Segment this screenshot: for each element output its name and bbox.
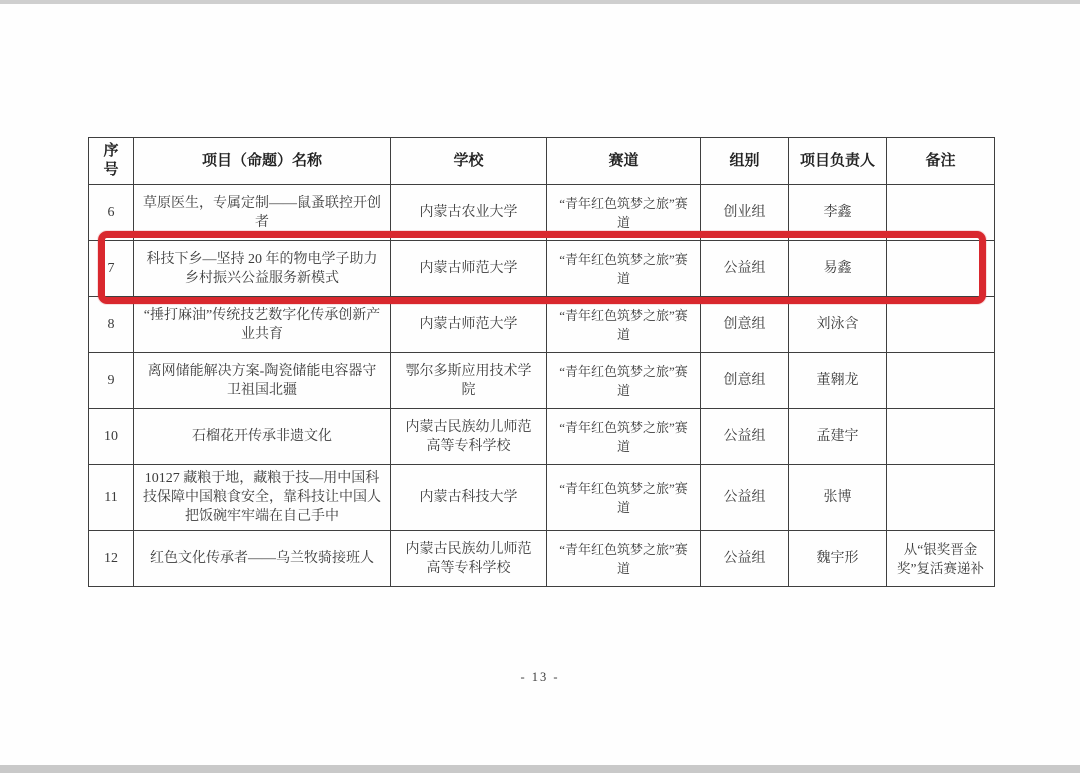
cell-leader: 刘泳含 [789,297,887,353]
cell-school: 内蒙古民族幼儿师范高等专科学校 [391,409,547,465]
cell-group: 公益组 [701,465,789,531]
cell-group: 公益组 [701,241,789,297]
cell-track: “青年红色筑梦之旅”赛道 [547,531,701,587]
cell-leader: 易鑫 [789,241,887,297]
cell-school: 内蒙古民族幼儿师范高等专科学校 [391,531,547,587]
cell-remark [887,409,995,465]
results-table [88,137,995,587]
cell-leader: 孟建宇 [789,409,887,465]
photo-bottom-edge [0,765,1080,773]
cell-project-name: 科技下乡—坚持 20 年的物电学子助力乡村振兴公益服务新模式 [134,241,391,297]
cell-project-name: 草原医生，专属定制——鼠蚤联控开创者 [134,185,391,241]
header-cell-school: 学校 [391,138,547,185]
header-cell-name: 项目（命题）名称 [134,138,391,185]
header-cell-group: 组别 [701,138,789,185]
header-cell-no: 序号 [89,138,134,185]
table-row [89,465,995,531]
cell-project-name: 10127 藏粮于地，藏粮于技—用中国科技保障中国粮食安全，靠科技让中国人把饭碗牢牢端在自己手中 [134,465,391,531]
cell-school: 内蒙古师范大学 [391,297,547,353]
cell-leader: 张博 [789,465,887,531]
header-cell-remark: 备注 [887,138,995,185]
cell-school: 鄂尔多斯应用技术学院 [391,353,547,409]
cell-group: 创业组 [701,185,789,241]
cell-group: 公益组 [701,531,789,587]
cell-school: 内蒙古农业大学 [391,185,547,241]
cell-no: 11 [89,465,134,531]
table-row [89,353,995,409]
cell-remark [887,465,995,531]
table-wrapper [88,137,994,587]
table-row [89,297,995,353]
cell-no: 7 [89,241,134,297]
cell-group: 创意组 [701,353,789,409]
cell-project-name: “捶打麻油”传统技艺数字化传承创新产业共育 [134,297,391,353]
cell-no: 9 [89,353,134,409]
cell-project-name: 红色文化传承者——乌兰牧骑接班人 [134,531,391,587]
cell-remark: 从“银奖晋金奖”复活赛递补 [887,531,995,587]
cell-track: “青年红色筑梦之旅”赛道 [547,353,701,409]
header-cell-track: 赛道 [547,138,701,185]
document-page [0,4,1080,765]
table-body [89,185,995,587]
table-row [89,185,995,241]
header-cell-leader: 项目负责人 [789,138,887,185]
cell-remark [887,241,995,297]
cell-remark [887,297,995,353]
cell-group: 公益组 [701,409,789,465]
cell-leader: 魏宇形 [789,531,887,587]
cell-track: “青年红色筑梦之旅”赛道 [547,185,701,241]
cell-track: “青年红色筑梦之旅”赛道 [547,241,701,297]
cell-track: “青年红色筑梦之旅”赛道 [547,465,701,531]
cell-leader: 董翱龙 [789,353,887,409]
cell-track: “青年红色筑梦之旅”赛道 [547,297,701,353]
cell-track: “青年红色筑梦之旅”赛道 [547,409,701,465]
cell-school: 内蒙古师范大学 [391,241,547,297]
cell-group: 创意组 [701,297,789,353]
cell-no: 6 [89,185,134,241]
header-row [89,138,995,185]
cell-remark [887,353,995,409]
cell-no: 10 [89,409,134,465]
cell-no: 8 [89,297,134,353]
cell-school: 内蒙古科技大学 [391,465,547,531]
table-row [89,531,995,587]
table-header [89,138,995,185]
cell-remark [887,185,995,241]
cell-project-name: 石榴花开传承非遗文化 [134,409,391,465]
cell-leader: 李鑫 [789,185,887,241]
cell-no: 12 [89,531,134,587]
table-row [89,409,995,465]
table-row [89,241,995,297]
cell-project-name: 离网储能解决方案-陶瓷储能电容器守卫祖国北疆 [134,353,391,409]
page-number: - 13 - [520,670,560,684]
